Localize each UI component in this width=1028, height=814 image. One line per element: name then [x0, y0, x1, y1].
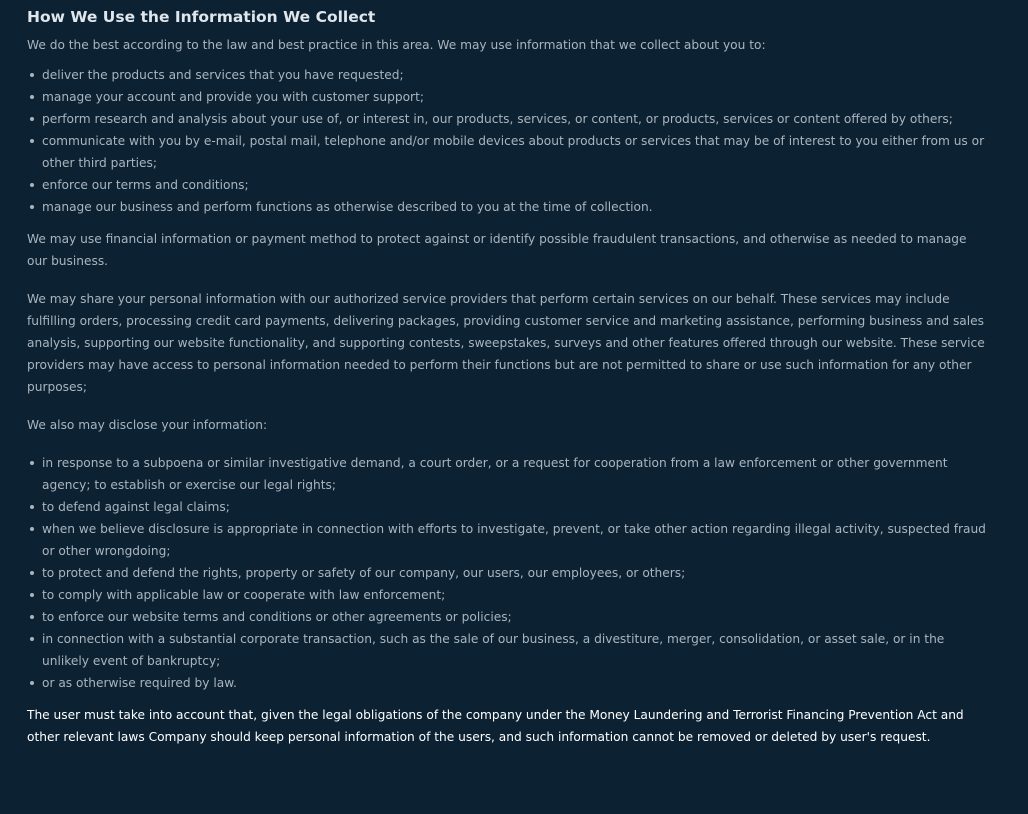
disclose-intro: We also may disclose your information: [27, 418, 268, 432]
list-item: to defend against legal claims; [42, 496, 989, 518]
list-item: enforce our terms and conditions; [42, 174, 989, 196]
list-item: communicate with you by e-mail, postal mail, telephone and/or mobile devices about products or services that may be of interest to you either from us or other third parties; [42, 130, 989, 174]
list-item: to protect and defend the rights, property or safety of our company, our users, our employees, or others; [42, 562, 989, 584]
sharing-paragraph: We may share your personal information with our authorized service providers that perform certain services on our behalf. These services may include fulfilling orders, processing credit card payments, delivering packages, providing customer service and marketing assistance, performing business and sales analysis, supporting our website functionality, and supporting contests, sweepstakes, surveys and other features offered through our website. These service providers may have access to personal information needed to perform their functions but are not permitted to share or use such information for any other purposes; [27, 292, 985, 394]
list-item: to enforce our website terms and conditions or other agreements or policies; [42, 606, 989, 628]
list-item: manage your account and provide you with customer support; [42, 86, 989, 108]
legal-notice: The user must take into account that, given the legal obligations of the company under the Money Laundering and Terrorist Financing Prevention Act and other relevant laws Company should keep personal information of the users, and such information cannot be removed or deleted by user's request. [27, 708, 964, 744]
list-item: manage our business and perform functions as otherwise described to you at the time of collection. [42, 196, 989, 218]
list-item: or as otherwise required by law. [42, 672, 989, 694]
disclose-list [27, 452, 989, 694]
list-item: deliver the products and services that you have requested; [42, 64, 989, 86]
use-list [27, 64, 989, 218]
list-item: perform research and analysis about your use of, or interest in, our products, services, or content, or products, services or content offered by others; [42, 108, 989, 130]
financial-paragraph: We may use financial information or payment method to protect against or identify possible fraudulent transactions, and otherwise as needed to manage our business. [27, 232, 967, 268]
list-item: in connection with a substantial corporate transaction, such as the sale of our business, a divestiture, merger, consolidation, or asset sale, or in the unlikely event of bankruptcy; [42, 628, 989, 672]
list-item: when we believe disclosure is appropriate in connection with efforts to investigate, prevent, or take other action regarding illegal activity, suspected fraud or other wrongdoing; [42, 518, 989, 562]
policy-section [27, 6, 989, 748]
list-item: to comply with applicable law or cooperate with law enforcement; [42, 584, 989, 606]
section-title: How We Use the Information We Collect [27, 8, 376, 26]
intro-paragraph: We do the best according to the law and best practice in this area. We may use information that we collect about you to: [27, 38, 766, 52]
list-item: in response to a subpoena or similar investigative demand, a court order, or a request for cooperation from a law enforcement or other government agency; to establish or exercise our legal rights; [42, 452, 989, 496]
